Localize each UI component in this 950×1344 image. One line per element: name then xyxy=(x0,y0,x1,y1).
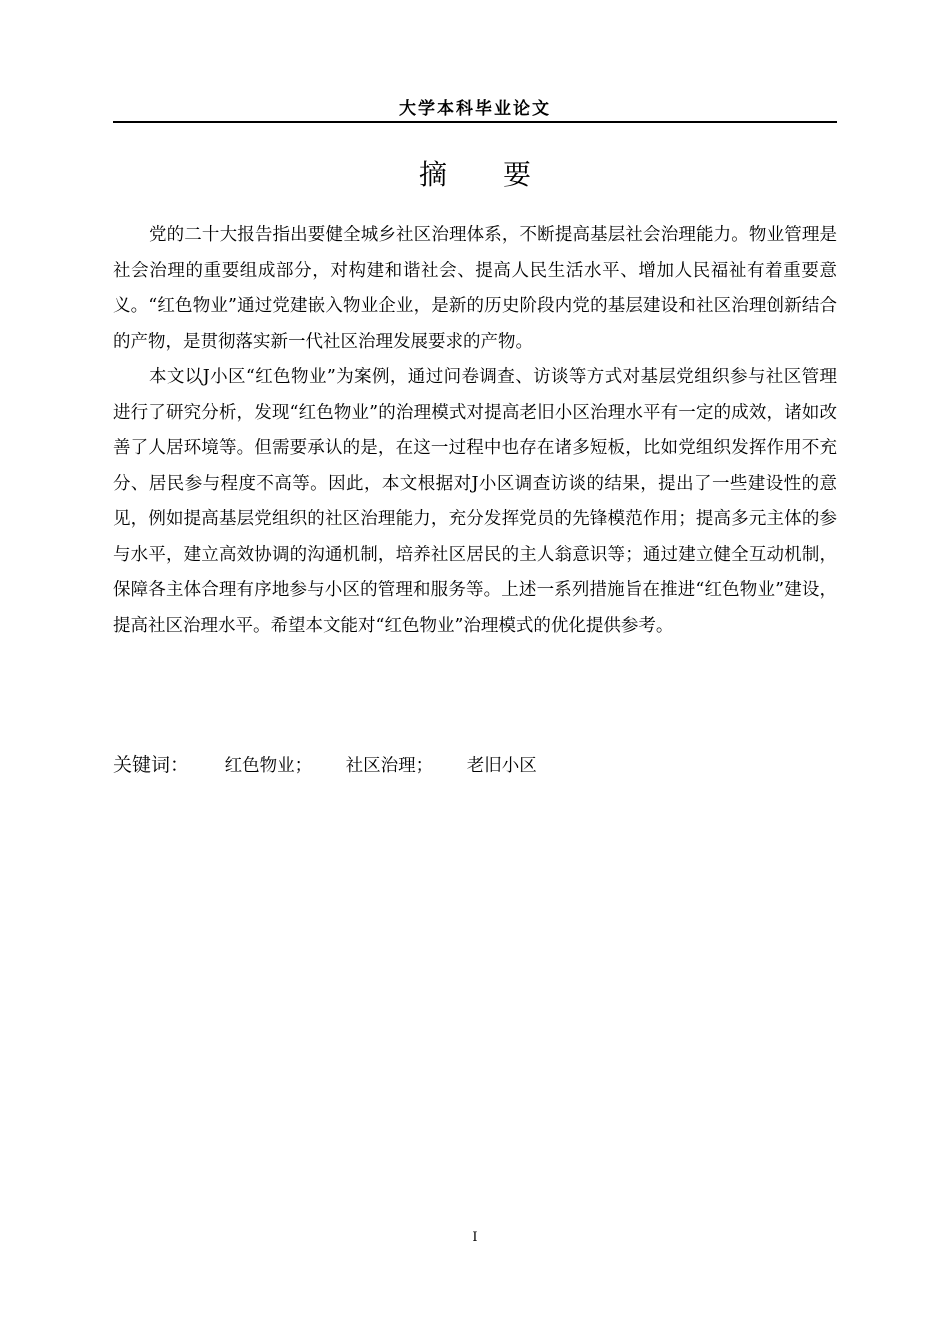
keywords-line xyxy=(113,752,837,779)
keyword-item: 社区治理； xyxy=(345,756,434,776)
abstract-heading: 摘要 xyxy=(418,158,587,191)
running-header: 大学本科毕业论文 xyxy=(399,99,551,119)
header-divider xyxy=(113,121,837,123)
keyword-item: 老旧小区 xyxy=(466,756,537,776)
abstract-body xyxy=(113,218,837,644)
abstract-paragraph: 党的二十大报告指出要健全城乡社区治理体系，不断提高基层社会治理能力。物业管理是社会治理的重要组成部分，对构建和谐社会、提高人民生活水平、增加人民福祉有着重要意义。“红色物业”通过党建嵌入物业企业，是新的历史阶段内党的基层建设和社区治理创新结合的产物，是贯彻落实新一代社区治理发展要求的产物。 xyxy=(113,225,837,352)
page-number: I xyxy=(472,1230,478,1245)
abstract-paragraph: 本文以J小区“红色物业”为案例，通过问卷调查、访谈等方式对基层党组织参与社区管理进行了研究分析，发现“红色物业”的治理模式对提高老旧小区治理水平有一定的成效，诸如改善了人居环境等。但需要承认的是，在这一过程中也存在诸多短板，比如党组织发挥作用不充分、居民参与程度不高等。因此，本文根据对J小区调查访谈的结果，提出了一些建设性的意见，例如提高基层党组织的社区治理能力，充分发挥党员的先锋模范作用；提高多元主体的参与水平，建立高效协调的沟通机制，培养社区居民的主人翁意识等；通过建立健全互动机制，保障各主体合理有序地参与小区的管理和服务等。上述一系列措施旨在推进“红色物业”建设，提高社区治理水平。希望本文能对“红色物业”治理模式的优化提供参考。 xyxy=(113,367,837,636)
keyword-item: 红色物业； xyxy=(224,756,313,776)
keywords-label: 关键词： xyxy=(113,754,190,776)
